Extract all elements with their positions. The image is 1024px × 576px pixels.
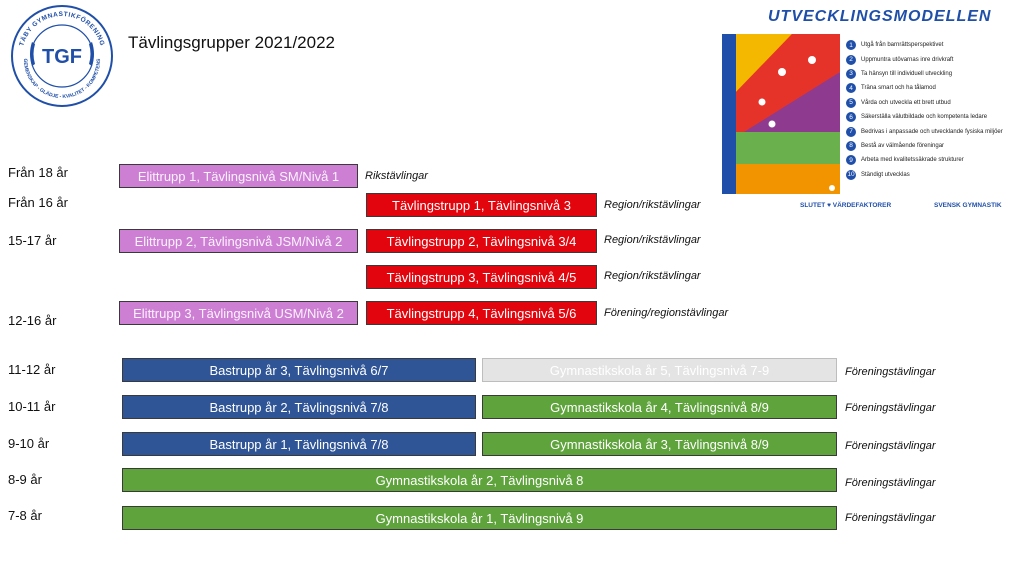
logo-monogram: TGF <box>42 46 82 68</box>
model-principle <box>846 153 1022 167</box>
group-tavlingstrupp-2: Tävlingstrupp 2, Tävlingsnivå 3/4 <box>366 229 597 253</box>
competition-note: Föreningstävlingar <box>845 402 936 414</box>
group-gymnastikskola-2: Gymnastikskola år 2, Tävlingsnivå 8 <box>122 468 837 492</box>
age-label: 8-9 år <box>8 472 42 487</box>
page-title: Tävlingsgrupper 2021/2022 <box>128 33 335 52</box>
age-label: 12-16 år <box>8 313 57 328</box>
group-tavlingstrupp-3: Tävlingstrupp 3, Tävlingsnivå 4/5 <box>366 265 597 289</box>
age-label: 7-8 år <box>8 508 42 523</box>
model-footer-left: SLUTET ♥ VÄRDEFAKTORER <box>800 202 892 209</box>
model-principle <box>846 67 1022 81</box>
competition-note: Rikstävlingar <box>365 170 428 182</box>
principle-text: Ta hänsyn till individuell utveckling <box>861 70 953 77</box>
competition-note: Region/rikstävlingar <box>604 234 701 246</box>
logo-ring-text-bottom: GEMENSKAP - GLÄDJE - KVALITET - KOMPETENS <box>21 58 103 101</box>
model-illustration <box>722 32 840 197</box>
principle-text: Uppmuntra utövarnas inre drivkraft <box>861 56 954 63</box>
group-elittrupp-1: Elittrupp 1, Tävlingsnivå SM/Nivå 1 <box>119 164 358 188</box>
principle-number: 2 <box>846 55 856 65</box>
logo-ring-text: TÄBY GYMNASTIKFÖRENING <box>18 10 106 47</box>
group-elittrupp-2: Elittrupp 2, Tävlingsnivå JSM/Nivå 2 <box>119 229 358 253</box>
model-footer-right: SVENSK GYMNASTIK <box>934 202 1002 209</box>
principle-number: 10 <box>847 171 855 179</box>
competition-note: Region/rikstävlingar <box>604 199 701 211</box>
principle-text: Bestå av välmående föreningar <box>861 142 945 149</box>
model-principle <box>846 124 1022 138</box>
age-label: Från 16 år <box>8 195 68 210</box>
principle-number: 6 <box>846 112 856 122</box>
principle-text: Arbeta med kvalitetssäkrade strukturer <box>861 157 964 164</box>
model-principles-list <box>846 38 1022 182</box>
club-logo <box>10 4 114 108</box>
competition-note: Föreningstävlingar <box>845 512 936 524</box>
principle-number: 3 <box>846 69 856 79</box>
group-gymnastikskola-3: Gymnastikskola år 3, Tävlingsnivå 8/9 <box>482 432 837 456</box>
model-principle <box>846 96 1022 110</box>
model-principle <box>846 110 1022 124</box>
principle-number: 7 <box>846 127 856 137</box>
competition-note: Förening/regionstävlingar <box>604 307 729 319</box>
competition-note: Föreningstävlingar <box>845 440 936 452</box>
age-label: Från 18 år <box>8 165 68 180</box>
principle-text: Vårda och utveckla ett brett utbud <box>861 99 951 106</box>
group-tavlingstrupp-1: Tävlingstrupp 1, Tävlingsnivå 3 <box>366 193 597 217</box>
principle-text: Bedrivas i anpassade och utvecklande fysiska miljöer <box>861 128 1003 135</box>
competition-note: Region/rikstävlingar <box>604 270 701 282</box>
principle-number: 8 <box>846 141 856 151</box>
group-bastrupp-1: Bastrupp år 1, Tävlingsnivå 7/8 <box>122 432 476 456</box>
principle-number: 9 <box>846 155 856 165</box>
group-gymnastikskola-5: Gymnastikskola år 5, Tävlingsnivå 7-9 <box>482 358 837 382</box>
model-principle <box>846 81 1022 95</box>
principle-text: Ständigt utvecklas <box>861 171 910 178</box>
competition-note: Föreningstävlingar <box>845 366 936 378</box>
model-title: UTVECKLINGSMODELLEN <box>768 8 992 25</box>
principle-text: Säkerställa välutbildade och kompetenta ledare <box>861 114 988 121</box>
model-principle <box>846 38 1022 52</box>
principle-number: 5 <box>846 98 856 108</box>
group-tavlingstrupp-4: Tävlingstrupp 4, Tävlingsnivå 5/6 <box>366 301 597 325</box>
group-elittrupp-3: Elittrupp 3, Tävlingsnivå USM/Nivå 2 <box>119 301 358 325</box>
group-gymnastikskola-4: Gymnastikskola år 4, Tävlingsnivå 8/9 <box>482 395 837 419</box>
principle-text: Träna smart och ha tålamod <box>861 85 936 92</box>
age-label: 10-11 år <box>8 399 56 414</box>
group-bastrupp-3: Bastrupp år 3, Tävlingsnivå 6/7 <box>122 358 476 382</box>
principle-text: Utgå från barnrättsperspektivet <box>861 42 944 49</box>
group-gymnastikskola-1: Gymnastikskola år 1, Tävlingsnivå 9 <box>122 506 837 530</box>
principle-number: 1 <box>846 40 856 50</box>
age-label: 11-12 år <box>8 362 56 377</box>
age-label: 9-10 år <box>8 436 50 451</box>
model-principle <box>846 168 1022 182</box>
principle-number: 4 <box>846 83 856 93</box>
group-bastrupp-2: Bastrupp år 2, Tävlingsnivå 7/8 <box>122 395 476 419</box>
model-principle <box>846 52 1022 66</box>
age-label: 15-17 år <box>8 233 57 248</box>
model-principle <box>846 139 1022 153</box>
competition-note: Föreningstävlingar <box>845 477 936 489</box>
